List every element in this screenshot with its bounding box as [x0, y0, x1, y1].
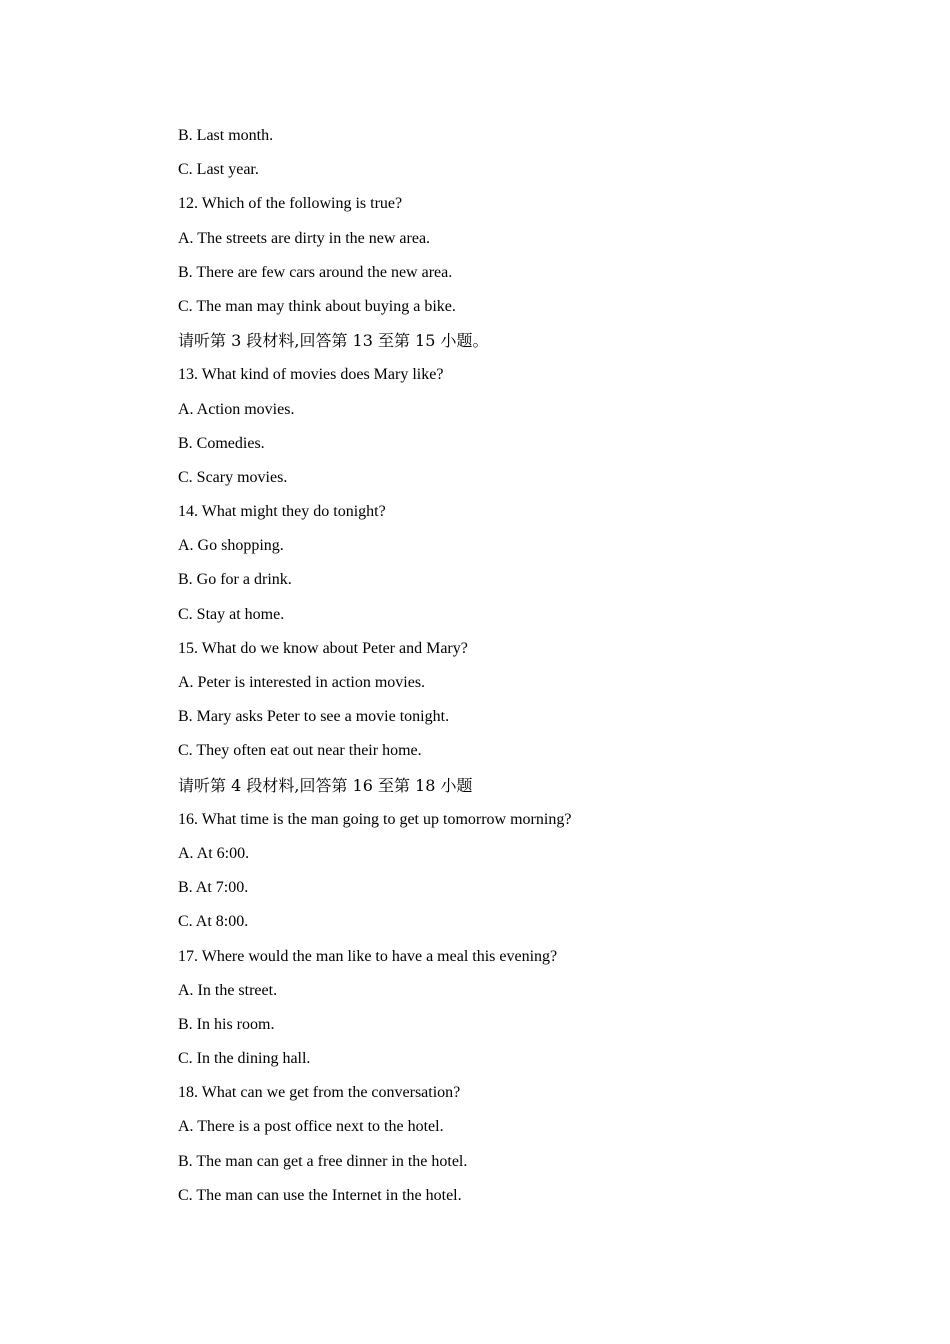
- question-13: 13. What kind of movies does Mary like?: [178, 366, 444, 384]
- option-17-c: C. In the dining hall.: [178, 1050, 311, 1068]
- option-12-c: C. The man may think about buying a bike.: [178, 297, 456, 315]
- option-15-a: A. Peter is interested in action movies.: [178, 674, 426, 691]
- option-18-b: B. The man can get a free dinner in the hotel.: [178, 1152, 468, 1170]
- option-15-c: C. They often eat out near their home.: [178, 742, 422, 760]
- question-12: 12. Which of the following is true?: [178, 195, 403, 213]
- question-17: 17. Where would the man like to have a meal this evening?: [178, 947, 558, 965]
- question-18: 18. What can we get from the conversation?: [178, 1084, 461, 1102]
- option-18-c: C. The man can use the Internet in the hotel.: [178, 1186, 462, 1204]
- document-page: [178, 122, 878, 1216]
- option-14-b: B. Go for a drink.: [178, 571, 292, 589]
- option-13-c: C. Scary movies.: [178, 468, 288, 486]
- option-16-a: A. At 6:00.: [178, 844, 250, 862]
- section-3-instruction: 请听第 3 段材料,回答第 13 至第 15 小题。: [178, 331, 489, 351]
- option-17-b: B. In his room.: [178, 1015, 275, 1033]
- option-16-b: B. At 7:00.: [178, 879, 249, 897]
- question-14: 14. What might they do tonight?: [178, 503, 386, 521]
- option-13-b: B. Comedies.: [178, 434, 265, 452]
- option-17-a: A. In the street.: [178, 981, 278, 999]
- option-14-a: A. Go shopping.: [178, 537, 284, 555]
- option-14-c: C. Stay at home.: [178, 605, 285, 623]
- option-13-a: A. Action movies.: [178, 400, 295, 418]
- option-16-c: C. At 8:00.: [178, 913, 249, 931]
- option-11-c: C. Last year.: [178, 161, 259, 179]
- option-12-a: A. The streets are dirty in the new area.: [178, 229, 431, 247]
- option-18-a: A. There is a post office next to the hotel.: [178, 1118, 444, 1136]
- option-12-b: B. There are few cars around the new area.: [178, 263, 453, 281]
- question-16: 16. What time is the man going to get up tomorrow morning?: [178, 810, 572, 828]
- option-15-b: B. Mary asks Peter to see a movie tonight.: [178, 708, 450, 726]
- section-4-instruction: 请听第 4 段材料,回答第 16 至第 18 小题: [178, 775, 473, 795]
- option-11-b: B. Last month.: [178, 127, 274, 144]
- question-15: 15. What do we know about Peter and Mary?: [178, 639, 468, 657]
